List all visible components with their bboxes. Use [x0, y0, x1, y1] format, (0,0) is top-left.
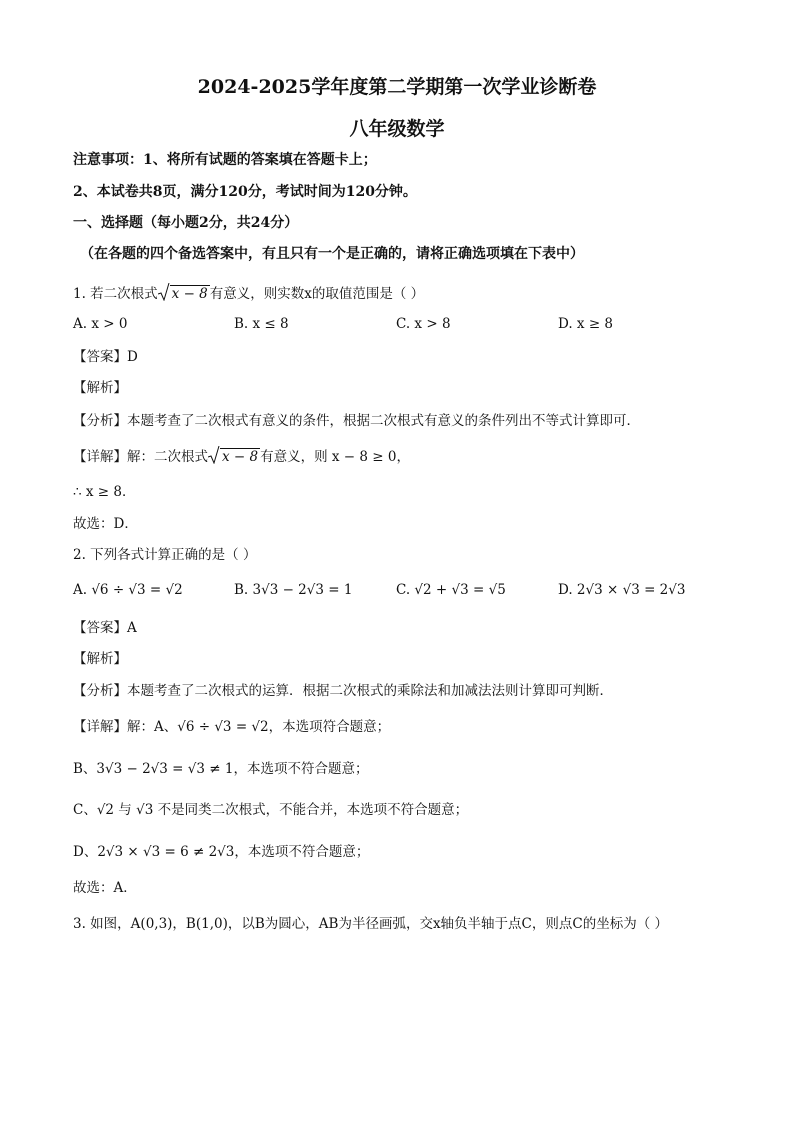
q2-option-a: A. √6 ÷ √3 = √2	[73, 582, 183, 598]
q2-choose: 故选：A．	[73, 880, 137, 896]
radical-sign	[208, 446, 220, 470]
notice-line-2: 2、本试卷共8页，满分120分，考试时间为120分钟。	[73, 184, 417, 200]
q1-option-d: D. x ≥ 8	[558, 316, 614, 332]
q2-answer: 【答案】A	[73, 620, 137, 636]
q1-step: ∴ x ≥ 8．	[73, 484, 136, 500]
radical-sign	[158, 283, 170, 307]
q2-detail-d: D、2√3 × √3 = 6 ≠ 2√3，本选项不符合题意；	[73, 844, 370, 860]
q1-option-a: A. x > 0	[73, 316, 128, 332]
q1-detail-prefix: 【详解】解：二次根式	[73, 449, 208, 465]
q1-stem-radicand: x − 8	[171, 286, 208, 302]
q1-detail-radicand: x − 8	[222, 449, 259, 465]
q1-option-b: B. x ≤ 8	[234, 316, 289, 332]
q2-option-b: B. 3√3 − 2√3 = 1	[234, 582, 353, 598]
exam-title: 2024-2025学年度第二学期第一次学业诊断卷	[197, 76, 597, 98]
q2-analysis-label: 【解析】	[73, 651, 127, 667]
exam-subtitle: 八年级数学	[349, 118, 445, 140]
q1-detail-suffix: 有意义，则 x − 8 ≥ 0，	[260, 449, 410, 465]
section-instruction: （在各题的四个备选答案中，有且只有一个是正确的，请将正确选项填在下表中）	[80, 246, 584, 262]
question-1-stem	[73, 283, 734, 307]
q1-analysis: 【分析】本题考查了二次根式有意义的条件，根据二次根式有意义的条件列出不等式计算即可．	[73, 413, 640, 429]
q1-detail	[73, 446, 734, 470]
question-3-stem: 3. 如图，A(0,3)，B(1,0)，以B为圆心，AB为半径画弧，交x轴负半轴于点C，则点C的坐标为（ ）	[73, 916, 669, 932]
question-2-stem: 2. 下列各式计算正确的是（ ）	[73, 547, 257, 563]
q2-analysis: 【分析】本题考查了二次根式的运算．根据二次根式的乘除法和加减法法则计算即可判断．	[73, 683, 613, 699]
q1-analysis-label: 【解析】	[73, 380, 127, 396]
q1-choose: 故选：D．	[73, 516, 138, 532]
notice-line-1: 注意事项：1、将所有试题的答案填在答题卡上；	[73, 152, 377, 168]
section-heading: 一、选择题（每小题2分，共24分）	[73, 215, 299, 231]
q2-option-c: C. √2 + √3 = √5	[396, 582, 506, 598]
q1-option-c: C. x > 8	[396, 316, 451, 332]
q2-detail-a: 【详解】解：A、√6 ÷ √3 = √2，本选项符合题意；	[73, 719, 391, 735]
q1-stem-prefix: 1. 若二次根式	[73, 286, 158, 302]
q2-detail-b: B、3√3 − 2√3 = √3 ≠ 1，本选项不符合题意；	[73, 761, 369, 777]
q2-detail-c: C、√2 与 √3 不是同类二次根式，不能合并，本选项不符合题意；	[73, 802, 469, 818]
q1-stem-suffix: 有意义，则实数x的取值范围是（ ）	[209, 286, 425, 302]
q1-answer: 【答案】D	[73, 349, 138, 365]
q2-option-d: D. 2√3 × √3 = 2√3	[558, 582, 686, 598]
